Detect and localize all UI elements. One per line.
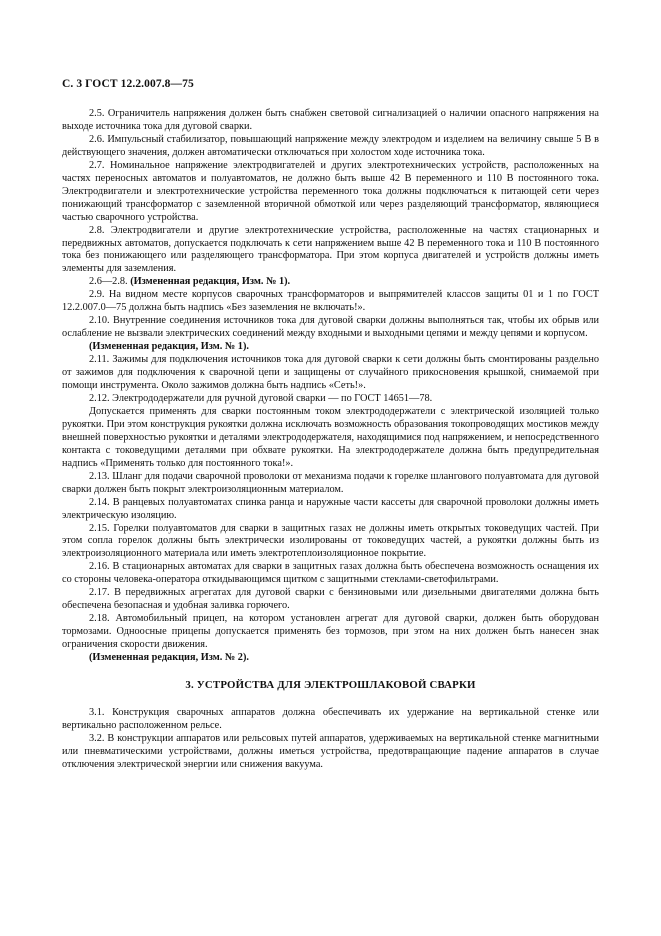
page-header: С. 3 ГОСТ 12.2.007.8—75: [62, 78, 194, 90]
paragraph-2-18: 2.18. Автомобильный прицеп, на котором установлен агрегат для дуговой сварки, должен быть оборудован тормозами. Одноосные прицепы допускается применять без тормозов, при этом на них должен быть нанесен знак ограничения скорости движения.: [62, 613, 599, 651]
paragraph-2-5: 2.5. Ограничитель напряжения должен быть снабжен световой сигнализацией о наличии опасного напряжения на выходе источника тока для дуговой сварки.: [62, 108, 599, 132]
paragraph-2-12: 2.12. Электрододержатели для ручной дуговой сварки — по ГОСТ 14651—78.: [89, 392, 433, 404]
paragraph-2-6: 2.6. Импульсный стабилизатор, повышающий напряжение между электродом и изделием на величину свыше 5 В в действующего значения, должен автоматически отключаться при холостом ходе источника тока.: [62, 133, 599, 158]
section-title: 3. УСТРОЙСТВА ДЛЯ ЭЛЕКТРОШЛАКОВОЙ СВАРКИ: [185, 678, 476, 691]
paragraph-2-17: 2.17. В передвижных агрегатах для дуговой сварки с бензиновыми или дизельными двигателями должна быть обеспечена безопасная и удобная заливка горючего.: [62, 587, 599, 612]
amendment-note: (Измененная редакция, Изм. № 2).: [89, 652, 249, 664]
paragraph-2-11: 2.11. Зажимы для подключения источников тока для дуговой сварки к сети должны быть смонтированы раздельно от зажимов для подключения к сварочной цепи и защищены от случайного прикосновения крышкой, снимаемой при помощи инструмента. Около зажимов должна быть надпись «Сеть!».: [62, 354, 599, 392]
paragraph-2-10: 2.10. Внутренние соединения источников тока для дуговой сварки должны выполняться так, чтобы их обрыв или ослабление не вызвали электрических соединений между входными и выходными цепями и между цепями и корпусом.: [62, 315, 599, 340]
paragraph-2-12-note: Допускается применять для сварки постоянным током электрододержатели с электрической изоляцией только рукоятки. При этом конструкция рукоятки должна исключать возможность образования токопроводящих мостиков между внешней поверхностью рукоятки и деталями электрододержателя, находящимися под напряжением, и непосредственного контакта с токоведущими деталями при обхвате рукоятки. На электрододержателе должна быть предупредительная надпись «Применять только для постоянного тока!».: [62, 405, 599, 469]
amendment-note: (Измененная редакция, Изм. № 1).: [89, 341, 249, 353]
paragraph-2-6-2-8-label: 2.6—2.8.: [89, 276, 131, 288]
paragraph-2-8: 2.8. Электродвигатели и другие электротехнические устройства, расположенные на частях стационарных и передвижных автоматов, допускается подключать к сети напряжением выше 42 В переменного тока и 110 В постоянного тока без понижающего или разделяющего трансформатора. При этом корпуса двигателей и устройств должны иметь элементы для заземления.: [62, 224, 599, 275]
paragraph-2-9: 2.9. На видном месте корпусов сварочных трансформаторов и выпрямителей классов защиты 01 и 1 по ГОСТ 12.2.007.0—75 должна быть надпись «Без заземления не включать!».: [62, 289, 599, 314]
paragraph-2-6-2-8: [62, 276, 599, 289]
paragraph-2-13: 2.13. Шланг для подачи сварочной проволоки от механизма подачи к горелке шлангового полуавтомата для дуговой сварки должен быть покрыт электроизоляционным материалом.: [62, 470, 599, 495]
amendment-note: (Измененная редакция, Изм. № 1).: [130, 276, 291, 288]
paragraph-3-1: 3.1. Конструкция сварочных аппаратов должна обеспечивать их удержание на вертикальной стенке или вертикально расположенном рельсе.: [62, 706, 599, 731]
paragraph-2-14: 2.14. В ранцевых полуавтоматах спинка ранца и наружные части кассеты для сварочной проволоки должны иметь электрическую изоляцию.: [62, 496, 599, 521]
paragraph-2-7: 2.7. Номинальное напряжение электродвигателей и других электротехнических устройств, расположенных на частях переносных автоматов и полуавтоматов, не должно быть выше 42 В переменного и 110 В постоянного тока. Электродвигатели и электротехнические устройства переменного тока должны подключаться к питающей сети через понижающий трансформатор с заземленной вторичной обмоткой или через разделяющий трансформатор, являющиеся частью сварочного устройства.: [62, 159, 599, 223]
paragraph-2-15: 2.15. Горелки полуавтоматов для сварки в защитных газах не должны иметь открытых токоведущих частей. При этом сопла горелок должны быть электрически изолированы от токоведущих частей, а рукоятки должны быть из электроизоляционного материала или иметь электротеплоизоляционное покрытие.: [62, 522, 599, 560]
document-body: [62, 108, 599, 772]
paragraph-3-2: 3.2. В конструкции аппаратов или рельсовых путей аппаратов, удерживаемых на вертикальной стенке магнитными или пневматическими устройствами, должны иметься устройства, предотвращающие падение аппаратов в случае отключения электрической энергии или снижения вакуума.: [62, 732, 599, 770]
paragraph-2-16: 2.16. В стационарных автоматах для сварки в защитных газах должна быть обеспечена возможность оснащения их со стороны человека-оператора откидывающимся щитком с защитными стеклами-светофильтрами.: [62, 561, 599, 586]
